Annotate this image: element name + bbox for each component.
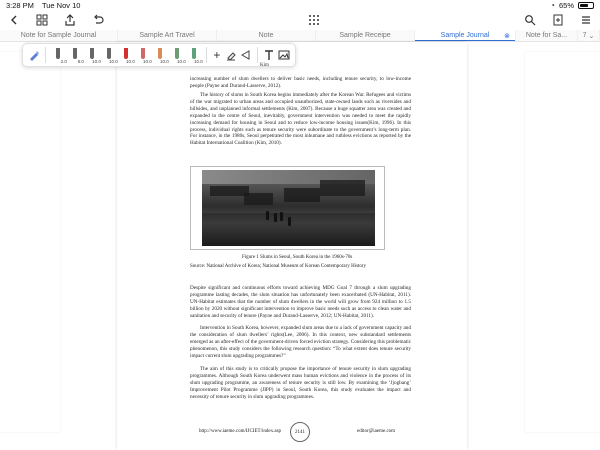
pen-preset-4[interactable]: 10.0 — [119, 46, 133, 64]
paragraph-2: The history of slums in South Korea begins immediately after the Korean War. Refugees and victims of the war migrated to urban areas and occupied unauthorized, state-owned lands such as riversides and hillsides, and unplanned informal settlements (Kim, 2007). Because a huge squatter area was created and expanded in the centre of Seoul, inevitably, government intervention was needed to meet the rapidly increasing demand for housing in Seoul and to reduce low-income housing issues(Kim, 1996). In this process, individual rights such as tenure security were subordinate to the government’s long-term plan. For instance, in the 1980s, Seoul perpetrated the most inhumane and ruthless evictions as reported by the Habitat International Coalition (Kim, 2010). — [190, 92, 411, 147]
pen-nib-red — [124, 48, 128, 59]
battery-icon — [578, 2, 594, 9]
photo-person — [274, 213, 277, 222]
figure-1 — [190, 166, 385, 250]
page-running-header: Kim — [260, 63, 269, 68]
tab-sample-journal[interactable]: Sample Journal ⊗ — [415, 30, 516, 41]
close-tab-icon[interactable]: ⊗ — [504, 32, 510, 40]
add-page-icon[interactable] — [552, 14, 564, 26]
pen-preset-3[interactable]: 10.0 — [102, 46, 116, 64]
figure-source: Source: National Archive of Korea; National Museum of Korean Contemporary History — [190, 264, 367, 269]
slum-photo — [202, 170, 375, 246]
wifi-icon: ◔ — [550, 1, 555, 10]
eraser-icon[interactable] — [225, 49, 237, 61]
pen-nib — [158, 48, 162, 59]
next-page[interactable] — [525, 52, 600, 432]
add-tool-icon[interactable]: + — [213, 48, 221, 62]
paragraph-1: increasing number of slum dwellers to deliver basic needs, including tenure security, to low-income people (Payne and Durand-Lasserve, 2012). — [190, 76, 411, 89]
lasso-icon[interactable] — [240, 49, 252, 61]
photo-roof — [320, 180, 365, 196]
battery-percent: 65% — [558, 1, 574, 10]
pen-toolbar — [22, 43, 296, 67]
figure-caption: Figure 1 Slums in Seoul, South Korea in the 1960s-70s — [242, 255, 353, 260]
pen-preset-8[interactable]: 10.0 — [187, 46, 201, 64]
photo-person — [280, 212, 283, 221]
chevron-left-icon[interactable] — [8, 14, 20, 26]
pen-preset-7[interactable]: 10.0 — [170, 46, 184, 64]
pen-nib — [90, 48, 94, 59]
paragraph-4: Intervention in South Korea, however, expanded slum areas due to a lack of government capacity and the consideration of slum dwellers’ rights(Lee, 2006). In this context, new substandard settlements emerged as an after-effect of the government-driven forced eviction strategy. Considering this problematic phenomenon, this study considers the following research question: “To what extent does tenure security impact current slum upgrading programmes?” — [190, 325, 411, 359]
pen-nib — [175, 48, 179, 59]
photo-person — [266, 211, 269, 220]
page-number: 2141 — [290, 422, 310, 442]
paragraph-5: The aim of this study is to critically propose the importance of tenure security in slum upgrading programmes. Although South Korea underwent mass human evictions and violence in the process of its slum upgrading programme, an awareness of tenure security is still low. By examining the ‘Jjogbang’ Improvement Pilot Programme (JIPP) in Seoul, South Korea, this study evaluates the impact and necessity of tenure security in slum upgrading programmes. — [190, 366, 411, 400]
toolbar-divider — [257, 47, 258, 63]
pen-preset-5[interactable]: 10.0 — [136, 46, 150, 64]
pen-preset-0[interactable]: 2.0 — [51, 46, 65, 64]
pen-preset-6[interactable]: 10.0 — [153, 46, 167, 64]
tab-note-for-sa[interactable]: Note for Sa... — [516, 30, 578, 41]
pen-nib — [141, 48, 145, 59]
image-tool-icon[interactable] — [278, 49, 290, 61]
top-toolbar — [0, 11, 600, 29]
previous-page[interactable] — [0, 52, 60, 432]
pen-nib — [56, 48, 60, 59]
photo-roof — [284, 188, 320, 202]
status-date: Tue Nov 10 — [41, 1, 81, 10]
photo-roof — [244, 193, 273, 205]
undo-icon[interactable] — [92, 14, 104, 26]
pen-tool-icon[interactable] — [28, 49, 40, 61]
toolbar-divider — [45, 47, 46, 63]
status-time: 3:28 PM — [6, 1, 34, 10]
document-tabs — [0, 30, 600, 42]
status-bar — [0, 0, 600, 11]
tab-sample-art-travel[interactable]: Sample Art Travel — [118, 30, 217, 41]
search-icon[interactable] — [524, 14, 536, 26]
paragraph-3: Despite significant and continuous efforts toward achieving MDG Goal 7 through a slum upgrading programme lasting decades, the slum situation has unfortunately been exacerbated (UN-Habitat, 2011). UN-Habitat estimates that the number of slum dwellers in the world will grow from 924 million to 1.5 billion by 2020 without significant intervention to improve basic needs such as access to clean water and sanitation and security of tenure (Payne and Durand-Lasserve, 2012; UN-Habitat, 2011). — [190, 285, 411, 319]
pen-preset-1[interactable]: 8.0 — [68, 46, 82, 64]
footer-email: editor@iaeme.com — [357, 429, 396, 434]
pen-nib — [73, 48, 77, 59]
text-tool-icon[interactable] — [263, 49, 275, 61]
tab-sample-receipe[interactable]: Sample Receipe — [316, 30, 415, 41]
pen-preset-2[interactable]: 10.0 — [85, 46, 99, 64]
footer-url: http://www.iaeme.com/IJCIET/index.asp — [199, 429, 282, 434]
toolbar-divider — [206, 47, 207, 63]
tab-note-for-sample-journal[interactable]: Note for Sample Journal — [0, 30, 118, 41]
pen-nib — [192, 48, 196, 59]
grid-icon[interactable] — [36, 14, 48, 26]
battery-fill — [580, 4, 588, 7]
pen-nib — [107, 48, 111, 59]
grid-dots-icon[interactable] — [308, 14, 320, 26]
menu-icon[interactable] — [580, 14, 592, 26]
chevron-down-icon: ⌄ — [588, 32, 595, 40]
tab-note[interactable]: Note — [217, 30, 316, 41]
photo-person — [288, 217, 291, 226]
tab-overflow-count[interactable]: 7 ⌄ — [578, 30, 600, 41]
share-icon[interactable] — [64, 14, 76, 26]
